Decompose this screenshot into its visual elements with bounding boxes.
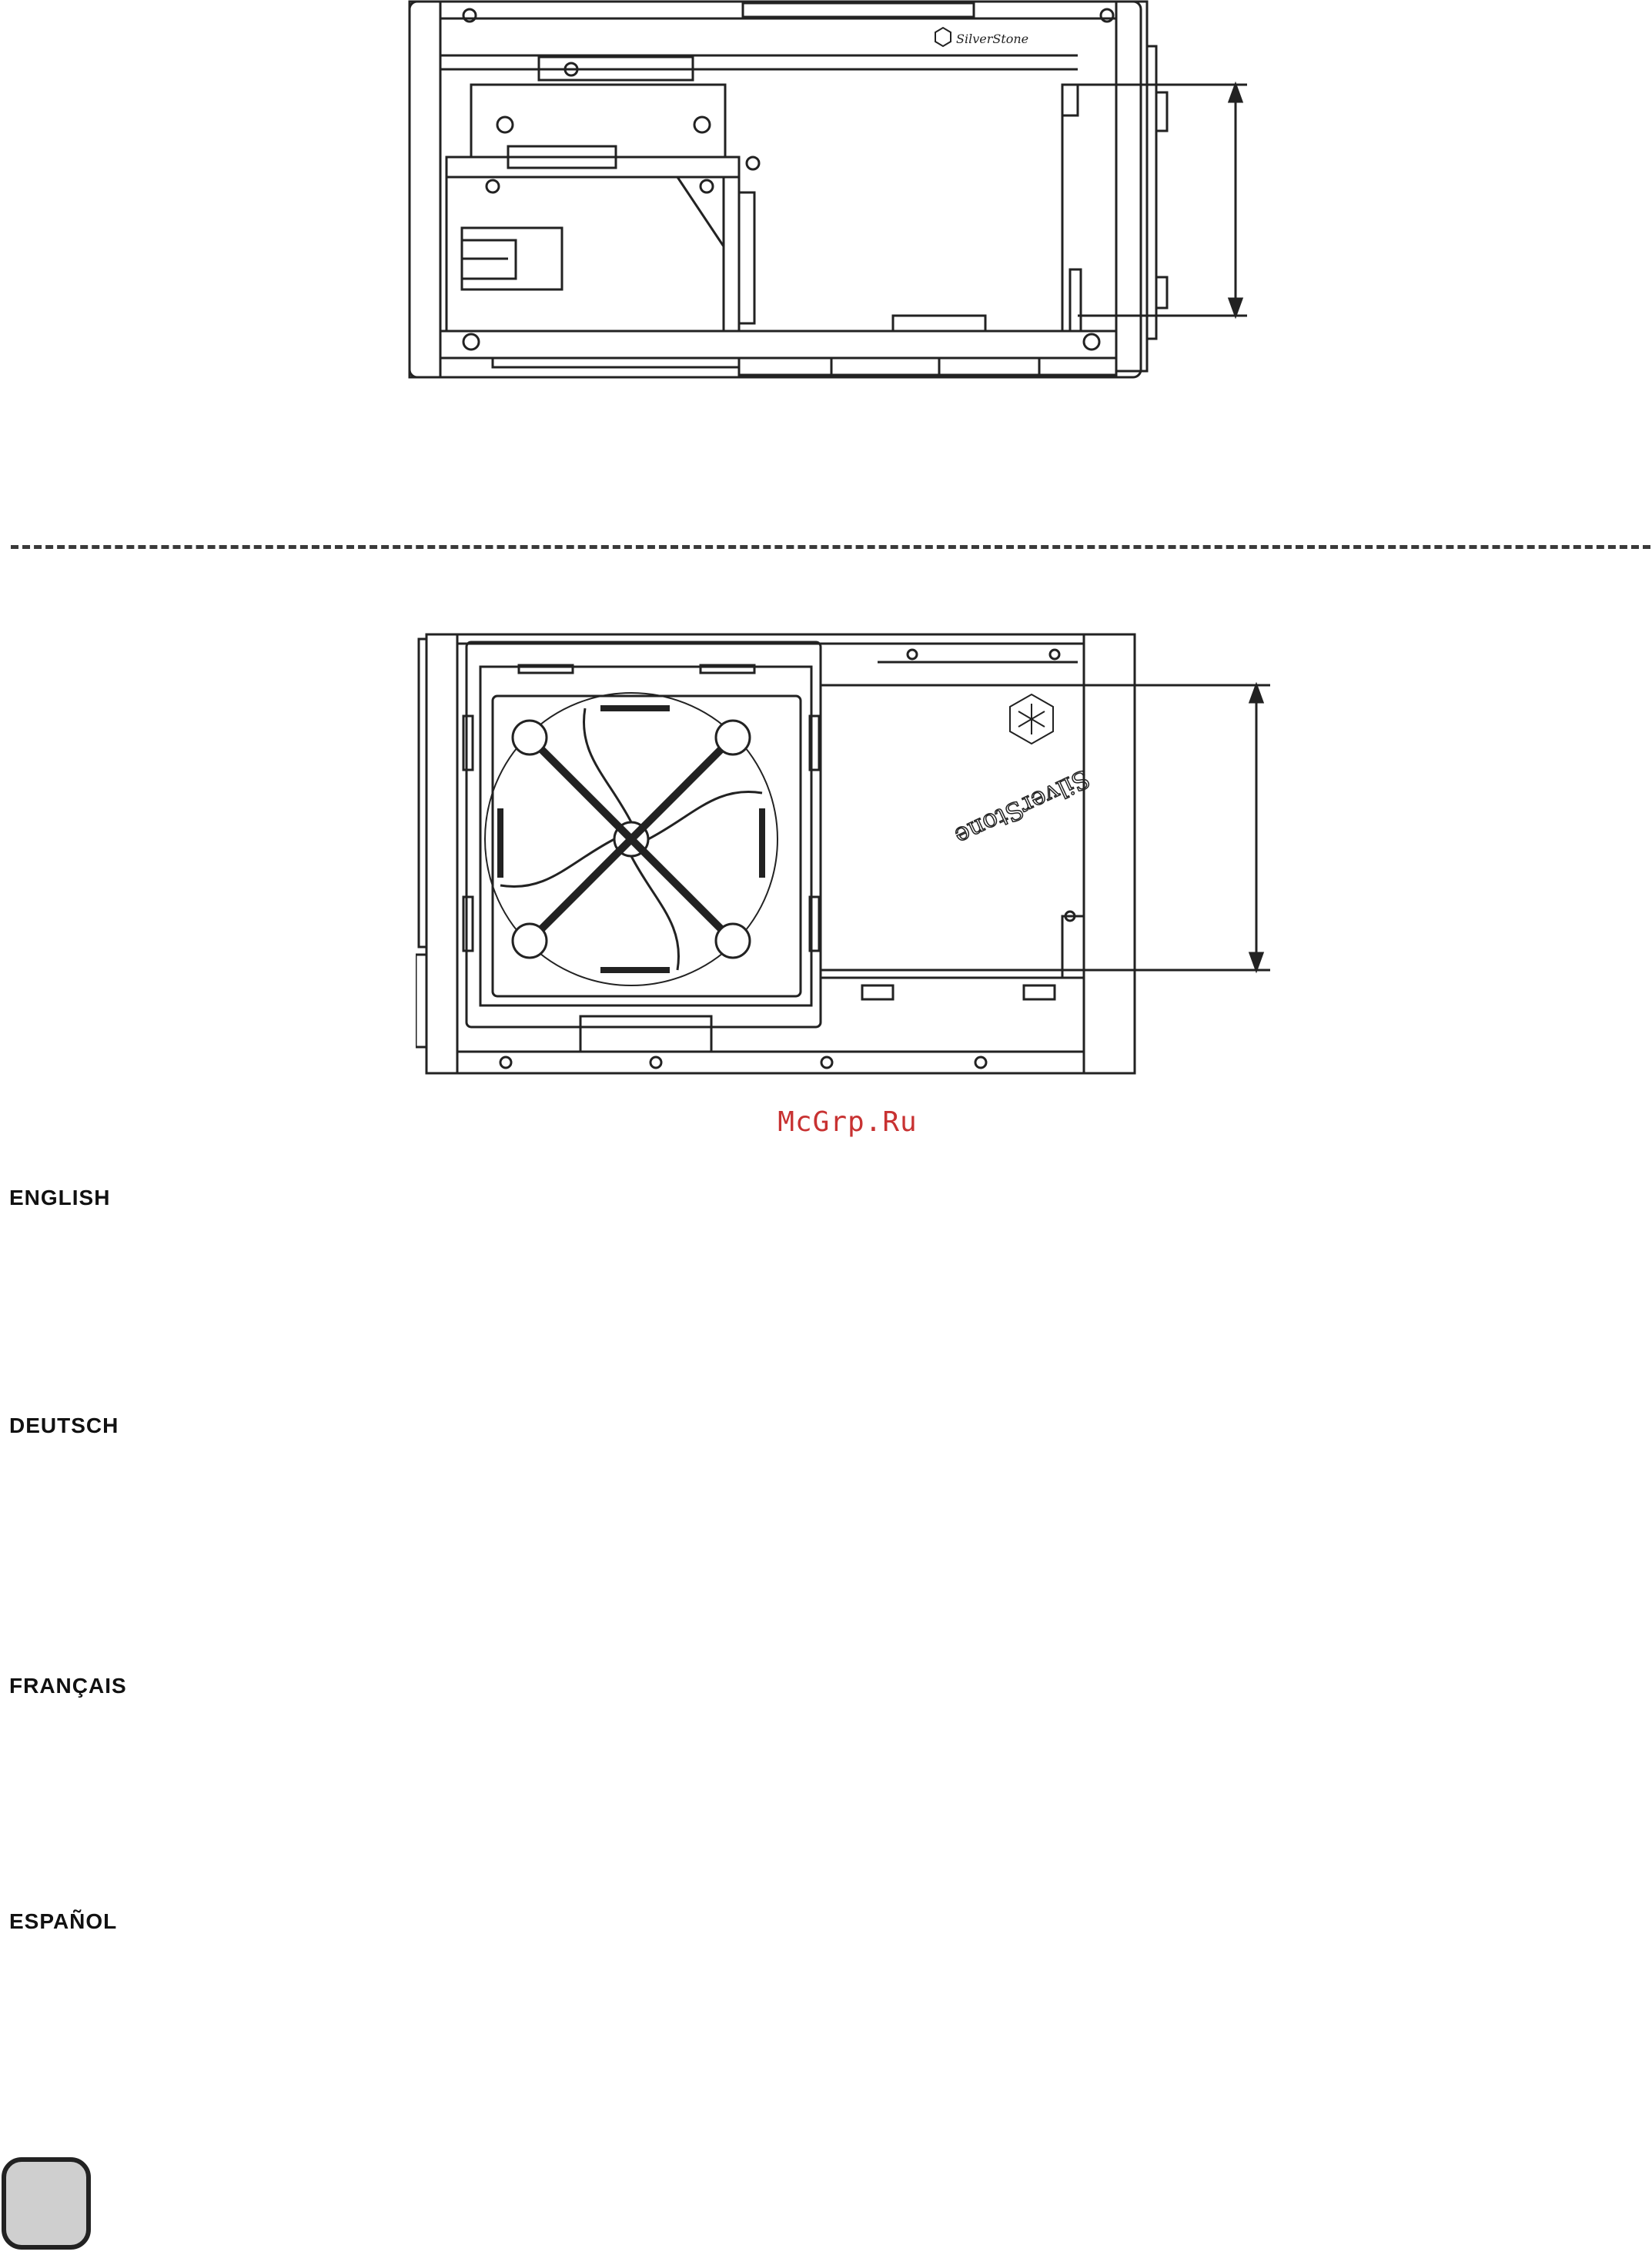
chassis-side-view-drawing — [400, 0, 1293, 385]
page-number-tab — [2, 2157, 91, 2250]
snowflake-icon — [1010, 694, 1053, 744]
height-dimension — [821, 685, 1270, 970]
silverstone-logo — [951, 764, 1095, 851]
brand-text: SilverStone — [956, 32, 1029, 46]
chassis-outline — [410, 2, 1141, 377]
fan-icon — [485, 693, 778, 985]
height-dimension — [1078, 85, 1247, 316]
chassis-outline — [426, 634, 1135, 1073]
front-panel — [410, 2, 440, 377]
silverstone-logo — [935, 28, 1028, 46]
brand-text: SilverStone — [950, 764, 1095, 852]
heading-deutsch: DEUTSCH — [9, 1414, 119, 1437]
heading-francais: FRANÇAIS — [9, 1674, 127, 1698]
chassis-top-view-drawing — [416, 624, 1278, 1086]
heading-espanol: ESPAÑOL — [9, 1909, 118, 1933]
section-divider — [11, 545, 1650, 549]
heading-english: ENGLISH — [9, 1186, 111, 1209]
watermark-text: McGrp.Ru — [778, 1106, 918, 1138]
